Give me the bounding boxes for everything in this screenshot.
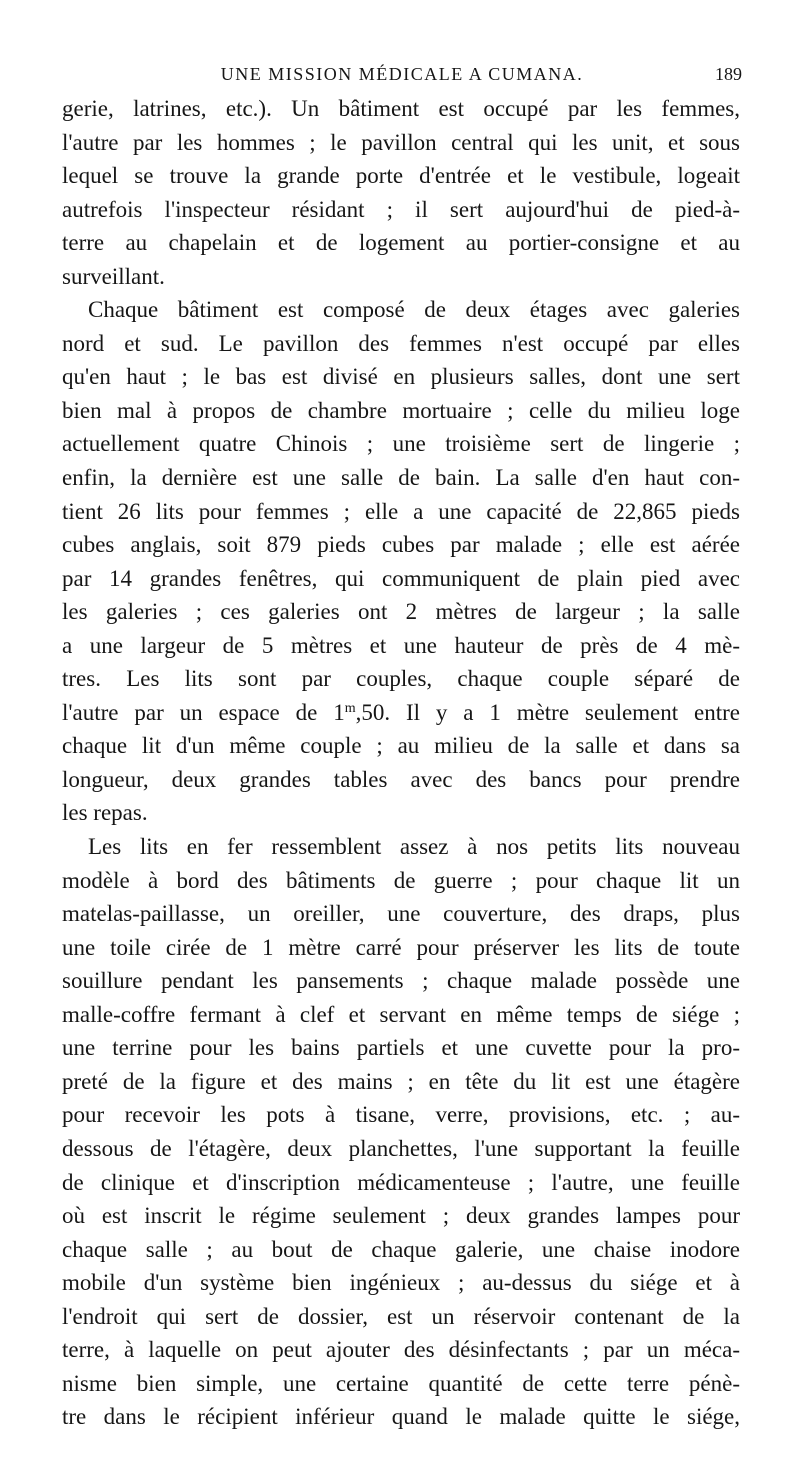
text-line: modèle à bord des bâtiments de guerre ; pour chaque lit un [62,867,740,893]
text-line: tres. Les lits sont par couples, chaque couple séparé de [62,666,740,692]
text-line: de clinique et d'inscription médicamenteuse ; l'autre, une feuille [62,1169,740,1195]
text-line: où est inscrit le régime seulement ; deux grandes lampes pour [62,1203,740,1229]
text-line: chaque salle ; au bout de chaque galerie, une chaise inodore [62,1236,740,1262]
running-title: UNE MISSION MÉDICALE A CUMANA. [220,64,584,84]
text-line: actuellement quatre Chinois ; une troisième sert de lingerie ; [62,431,740,457]
text-line: une toile cirée de 1 mètre carré pour préserver les lits de toute [62,934,740,960]
text-line: pour recevoir les pots à tisane, verre, provisions, etc. ; au- [62,1102,740,1128]
text-line: preté de la figure et des mains ; en tête du lit est une étagère [62,1068,740,1094]
text-line: gerie, latrines, etc.). Un bâtiment est occupé par les femmes, [62,96,740,121]
text-line: chaque lit d'un même couple ; au milieu de la salle et dans sa [62,733,740,759]
text-line: une terrine pour les bains partiels et une cuvette pour la pro- [62,1035,740,1061]
running-head [62,62,742,86]
text-line: mobile d'un système bien ingénieux ; au-dessus du siége et à [62,1270,740,1296]
text-segment: l'autre par un espace de 1 [62,699,345,725]
text-line: souillure pendant les pansements ; chaque malade possède une [62,968,740,994]
text-line: qu'en haut ; le bas est divisé en plusieurs salles, dont une sert [62,364,740,390]
text-line: l'endroit qui sert de dossier, est un réservoir contenant de la [62,1303,740,1329]
text-line: par 14 grandes fenêtres, qui communiquent de plain pied avec [62,565,740,591]
text-line: nord et sud. Le pavillon des femmes n'est occupé par elles [62,330,740,356]
text-line: cubes anglais, soit 879 pieds cubes par malade ; elle est aérée [62,532,740,558]
text-line: enfin, la dernière est une salle de bain. La salle d'en haut con- [62,465,740,491]
text-line: tient 26 lits pour femmes ; elle a une capacité de 22,865 pieds [62,498,740,524]
text-line: Chaque bâtiment est composé de deux étages avec galeries [88,297,740,323]
text-line: les repas. [62,800,148,826]
text-line: tre dans le récipient inférieur quand le malade quitte le siége, [62,1404,740,1430]
text-line: matelas-paillasse, un oreiller, une couverture, des draps, plus [62,901,740,927]
text-line: l'autre par les hommes ; le pavillon central qui les unit, et sous [62,129,740,155]
text-line: surveillant. [62,263,165,289]
text-line: Les lits en fer ressemblent assez à nos petits lits nouveau [88,834,740,860]
page-number: 189 [715,64,742,84]
text-line: longueur, deux grandes tables avec des bancs pour prendre [62,766,740,792]
text-line [62,696,740,730]
body-text [62,92,740,1434]
text-line: les galeries ; ces galeries ont 2 mètres de largeur ; la salle [62,599,740,625]
superscript-unit: m [344,700,356,716]
text-line: malle-coffre fermant à clef et servant en même temps de siége ; [62,1001,740,1027]
text-line: bien mal à propos de chambre mortuaire ; celle du milieu loge [62,397,740,423]
text-line: lequel se trouve la grande porte d'entrée et le vestibule, logeait [62,163,740,189]
text-line: terre, à laquelle on peut ajouter des désinfectants ; par un méca- [62,1337,740,1363]
text-segment: ,50. Il y a 1 mètre seulement entre [355,699,740,725]
text-line: terre au chapelain et de logement au portier-consigne et au [62,230,740,256]
text-line: a une largeur de 5 mètres et une hauteur de près de 4 mè- [62,632,740,658]
text-line: autrefois l'inspecteur résidant ; il sert aujourd'hui de pied-à- [62,196,740,222]
text-line: nisme bien simple, une certaine quantité de cette terre pénè- [62,1370,740,1396]
text-line: dessous de l'étagère, deux planchettes, l'une supportant la feuille [62,1135,740,1161]
